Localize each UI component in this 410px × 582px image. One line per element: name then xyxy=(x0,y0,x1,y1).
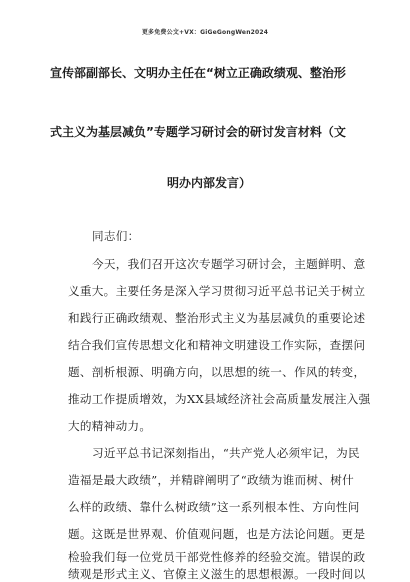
paragraph-2-line-4: 题。这既是世界观、价值观问题，也是方法论问题。更是 xyxy=(68,527,366,541)
paragraph-2-line-1: 习近平总书记深刻指出，“共产党人必须牢记，为民 xyxy=(92,446,360,460)
paragraph-1-line-3: 和践行正确政绩观、整治形式主义为基层减负的重要论述 xyxy=(68,311,366,325)
header-note: 更多免费公文+VX：GiGeGongWen2024 xyxy=(141,29,269,36)
paragraph-1-line-2: 义重大。主要任务是深入学习贯彻习近平总书记关于树立 xyxy=(68,284,366,298)
paragraph-1-line-1: 今天，我们召开这次专题学习研讨会，主题鲜明、意 xyxy=(92,257,366,271)
paragraph-1-line-5: 题、剖析根源、明确方向，以思想的统一、作风的转变， xyxy=(68,365,366,379)
paragraph-1-line-6: 推动工作提质增效，为XX县域经济社会高质量发展注入强 xyxy=(68,392,371,406)
paragraph-1-line-7: 大的精神动力。 xyxy=(68,419,152,433)
paragraph-2-line-6: 绩观是形式主义、官僚主义滋生的思想根源。一段时间以 xyxy=(68,567,366,581)
paragraph-2-line-5: 检验我们每一位党员干部党性修养的经验交流。错误的政 xyxy=(68,550,366,564)
greeting: 同志们： xyxy=(92,229,140,243)
document-title-line-3: 明办内部发言） xyxy=(166,176,251,190)
document-title-line-1: 宣传部副部长、文明办主任在“树立正确政绩观、整治形 xyxy=(50,66,346,80)
paragraph-2-line-2: 造福是最大政绩”，并精辟阐明了“政绩为谁而树、树什 xyxy=(68,473,355,487)
paragraph-1-line-4: 结合我们宣传思想文化和精神文明建设工作实际，查摆问 xyxy=(68,338,366,352)
paragraph-2-line-3: 么样的政绩、靠什么树政绩”这一系列根本性、方向性问 xyxy=(68,500,360,514)
document-title-line-2: 式主义为基层减负”专题学习研讨会的研讨发言材料（文 xyxy=(50,125,346,139)
